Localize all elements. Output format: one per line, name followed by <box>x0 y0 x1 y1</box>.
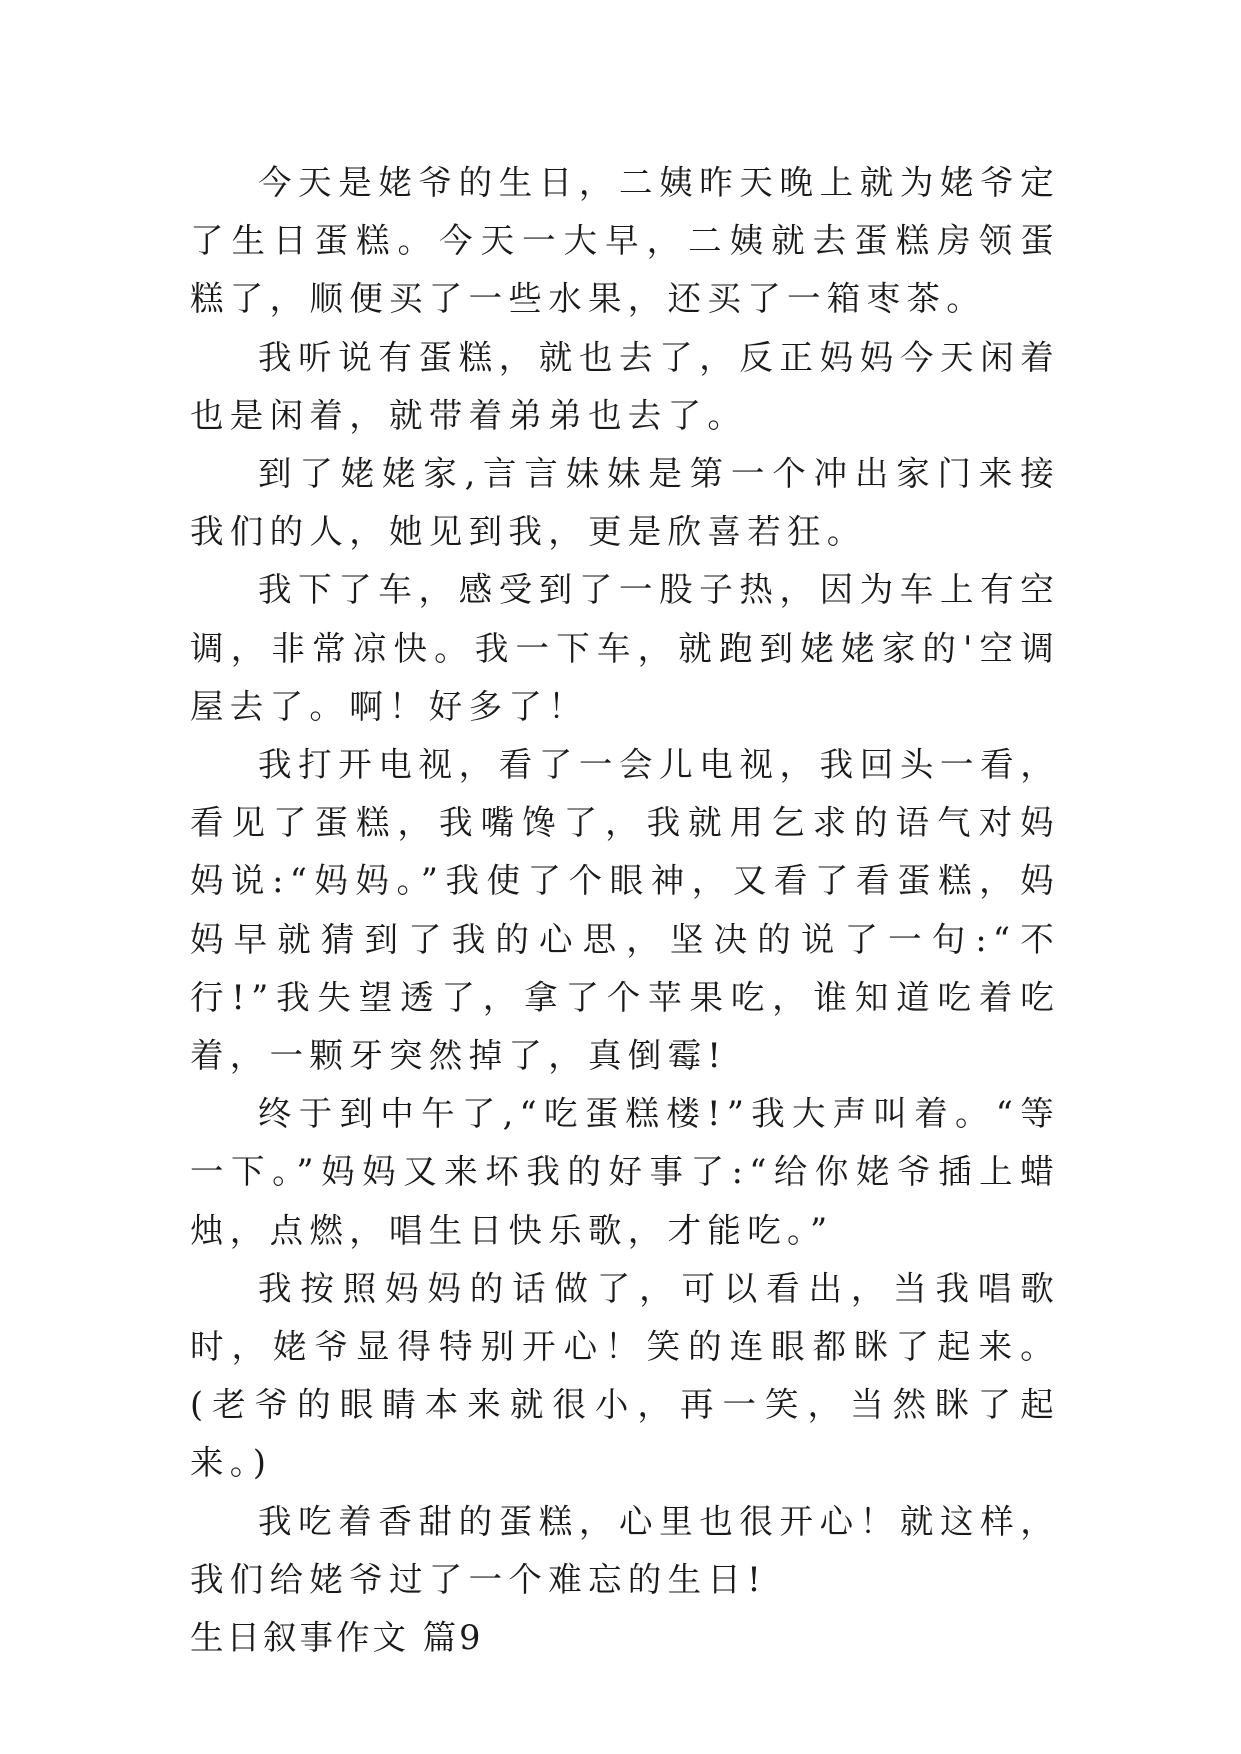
paragraph-2: 我听说有蛋糕，就也去了，反正妈妈今天闲着也是闲着，就带着弟弟也去了。 <box>190 337 1060 435</box>
paragraph-1: 今天是姥爷的生日，二姨昨天晚上就为姥爷定了生日蛋糕。今天一大早，二姨就去蛋糕房领蛋糕了，顺便买了一些水果，还买了一箱枣茶。 <box>190 163 1060 319</box>
paragraph-7: 我按照妈妈的话做了，可以看出，当我唱歌时，姥爷显得特别开心！笑的连眼都眯了起来。(老爷的眼睛本来就很小，再一笑，当然眯了起来。) <box>190 1268 1060 1483</box>
section-heading: 生日叙事作文 篇9 <box>190 1618 484 1658</box>
paragraph-4: 我下了车，感受到了一股子热，因为车上有空调，非常凉快。我一下车，就跑到姥姥家的'空调屋去了。啊！好多了！ <box>190 570 1060 726</box>
paragraph-5: 我打开电视，看了一会儿电视，我回头一看，看见了蛋糕，我嘴馋了，我就用乞求的语气对妈妈说:“妈妈。”我使了个眼神，又看了看蛋糕，妈妈早就猜到了我的心思，坚决的说了一句:“不行!”我失望透了，拿了个苹果吃，谁知道吃着吃着，一颗牙突然掉了，真倒霉! <box>190 745 1060 1076</box>
paragraph-3: 到了姥姥家,言言妹妹是第一个冲出家门来接我们的人，她见到我，更是欣喜若狂。 <box>190 454 1060 552</box>
paragraph-8: 我吃着香甜的蛋糕，心里也很开心！就这样，我们给姥爷过了一个难忘的生日! <box>190 1501 1060 1599</box>
paragraph-6: 终于到中午了,“吃蛋糕楼!”我大声叫着。“等一下。”妈妈又来坏我的好事了:“给你姥爷插上蜡烛，点燃，唱生日快乐歌，才能吃。” <box>190 1094 1060 1250</box>
document-body <box>190 154 1060 1667</box>
